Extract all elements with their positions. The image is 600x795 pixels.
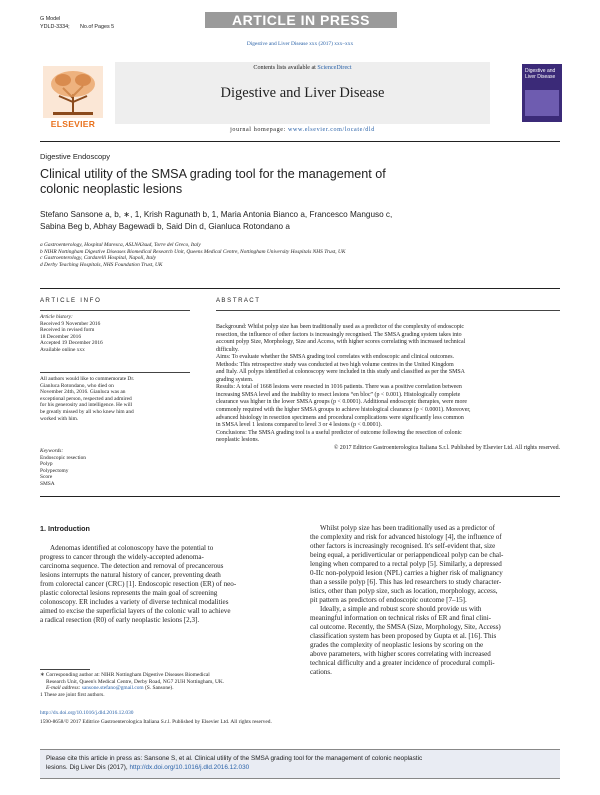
history-heading: Article history: [40, 314, 73, 320]
abstract-line: Conclusions: The SMSA grading tool is a useful predictor of outcome following the resection of colonic [216, 429, 462, 436]
citation-box [40, 749, 560, 779]
affiliation-c: c Gastroenterology, Cardarelli Hospital, Napoli, Italy [40, 255, 156, 262]
section-label: Digestive Endoscopy [40, 152, 111, 161]
abstract-line: increasing SMSA level and the inability to resect lesions “en bloc” (p < 0.001). Histologically complete [216, 391, 461, 398]
abstract-heading: A B S T R A C T [216, 297, 260, 304]
abstract-line: Methods: This retrospective study was conducted at two high volume centres in the United Kingdom [216, 361, 454, 368]
intro-right-column [310, 524, 560, 677]
masthead-rule [40, 141, 560, 142]
keyword: Polypectomy [40, 467, 69, 474]
abstract-line: neoplastic lesions. [216, 437, 260, 444]
masthead-panel [115, 62, 490, 124]
abstract-line: Aims: To evaluate whether the SMSA grading tool correlates with endoscopic and clinical outcomes. [216, 354, 454, 361]
journal-cover [522, 64, 562, 122]
article-title [40, 167, 386, 197]
homepage-prefix: journal homepage: [230, 127, 286, 133]
header-rule [40, 288, 560, 289]
email-link[interactable]: sansone.stefano@gmail.com [81, 685, 144, 692]
abstract-line: advanced histology in resection specimens and procedural complications were significantly less common [216, 414, 464, 421]
abstract-line: clearance was higher in the lower SMSA groups (p < 0.0001). Additional endoscopic therapies, were more [216, 399, 467, 406]
citation-text-2: lesions. Dig Liver Dis (2017), [46, 763, 128, 771]
abstract-line: Results: A total of 1668 lesions were resected in 1016 patients. There was a positive correlation between [216, 384, 462, 391]
intro-line: above parameters, with higher scores correlating with increased [310, 650, 491, 658]
keywords-heading: Keywords: [40, 448, 64, 454]
history-received: Received 9 November 2016 [40, 320, 101, 327]
intro-line: colonoscopy. ER includes a variety of diverse technical modalities [40, 598, 229, 606]
abstract-copyright: © 2017 Editrice Gastroenterologica Italiana S.r.l. Published by Elsevier Ltd. All rights reserved. [333, 444, 560, 451]
doi-block [40, 710, 560, 725]
authors [40, 209, 392, 233]
affiliation-a: a Gastroenterology, Hospital Maresca, ASLNA3sud, Torre del Greco, Italy [40, 242, 201, 248]
journal-reference[interactable]: Digestive and Liver Disease xxx (2017) xxx–xxx [246, 41, 354, 47]
intro-line: aimed to excise the superficial layers of the colonic wall to achieve [40, 607, 231, 615]
gmodel-label: G Model [40, 16, 61, 22]
affiliation-b: b NIHR Nottingham Digestive Diseases Biomedical Research Unit, Queens Medical Centre, Nottingham University Hospitals NHS Trust, UK [40, 248, 346, 255]
history-revised-label: Received in revised form [40, 327, 95, 334]
homepage-link[interactable]: www.elsevier.com/locate/dld [287, 127, 375, 133]
keyword: SMSA [40, 480, 55, 487]
article-history [40, 314, 190, 354]
affiliation-d: d Derby Teaching Hospitals, NHS Foundation Trust, UK [40, 261, 163, 268]
abstract-line: difficulty. [216, 346, 239, 353]
intro-line: than a sessile polyp [6]. This has led researchers to study character- [310, 578, 502, 586]
dedication-line: be greatly missed by all who knew him and [40, 408, 134, 415]
intro-line: istics, other than polyp size, such as location, morphology, access, [310, 587, 498, 595]
abstract-body [216, 324, 560, 452]
email-label: E-mail address: [46, 685, 81, 692]
dedication-line: for his generosity and intelligence. He will [40, 402, 133, 409]
abstract-line: Background: Whilst polyp size has been traditionally used as a predictor of the complexity of endoscopic [216, 324, 465, 330]
intro-line: the complexity and risk for advanced histology [4], the influence of [310, 533, 502, 541]
intro-line: 0-IIc non-polypoid lesion (NPL) carries a higher risk of malignancy [310, 569, 503, 577]
intro-line: pit pattern as predictors of endoscopic outcome [7–15]. [310, 596, 467, 604]
corresponding-address: Research Unit, Queen's Medical Centre, Derby Road, NG7 2UH Nottingham, UK. [46, 678, 225, 685]
intro-line: technical difficulty and a greater incidence of procedural compli- [310, 659, 495, 667]
corresponding-author: ∗ Corresponding author at: NIHR Nottingham Digestive Diseases Biomedical [40, 672, 210, 678]
abstract-line: grading system. [216, 376, 254, 383]
cover-title: Digestive and Liver Disease [525, 68, 556, 80]
affiliations [40, 242, 346, 268]
keyword: Endoscopic resection [40, 454, 86, 461]
history-accepted: Accepted 19 December 2016 [40, 340, 103, 347]
elsevier-tree-icon [43, 66, 103, 118]
cover-image [525, 90, 559, 116]
title-line-1: Clinical utility of the SMSA grading tool for the management of [40, 167, 386, 181]
abstract-rule [216, 310, 560, 311]
citation-text: Please cite this article in press as: Sansone S, et al. Clinical utility of the SMSA grading tool for the management of colonic neoplastic [46, 755, 423, 762]
intro-line: lesions interrupts the natural history of cancer, preventing death [40, 571, 221, 579]
intro-line: Whilst polyp size has been traditionally used as a predictor of [320, 524, 495, 532]
authors-line-2: Sabina Beg b, Abhay Bagewadi b, Said Din d, Gianluca Rotondano a [40, 222, 290, 231]
elsevier-logo [43, 66, 103, 129]
article-in-press-banner: ARTICLE IN PRESS [205, 12, 397, 28]
keyword: Polyp [40, 461, 53, 468]
intro-line: carcinoma sequence. The detection and removal of precancerous [40, 562, 224, 570]
intro-line: classification system has been proposed by Gupta et al. [16]. This [310, 632, 497, 640]
title-line-2: colonic neoplastic lesions [40, 182, 183, 196]
dedication-line: All authors would like to commemorate Dr. [40, 376, 135, 382]
dedication-line: worked with him. [40, 415, 79, 422]
intro-line: Adenomas identified at colonoscopy have the potential to [50, 544, 214, 552]
history-online: Available online xxx [40, 346, 85, 353]
intro-line: Ideally, a simple and robust score should provide us with [320, 605, 482, 613]
sciencedirect-link[interactable]: ScienceDirect [317, 65, 352, 71]
abstract-line: and Italy. All polyps identified at colonoscopy were included in this study and classified as per the SMSA [216, 369, 465, 376]
article-info-rule [40, 310, 190, 311]
abstract-line: resection, the influence of other factors is increasingly recognised. The SMSA grading system takes into [216, 331, 462, 338]
abstract-line: in SMSA level 1 lesions compared to level 3 or 4 lesions (p < 0.0001). [216, 422, 382, 429]
intro-left-column [40, 544, 288, 625]
intro-heading: 1. Introduction [40, 524, 90, 533]
citation-doi-link[interactable]: http://dx.doi.org/10.1016/j.dld.2016.12.030 [129, 763, 250, 771]
email-suffix: (S. Sansone). [144, 685, 174, 692]
dedication-line: November 24th, 2016. Gianluca was an [40, 389, 126, 396]
footnote-rule [40, 669, 90, 670]
intro-line: from colorectal cancer (CRC) [1]. Endoscopic resection (ER) of neo- [40, 580, 237, 588]
contents-prefix: Contents lists available at [253, 65, 316, 71]
footnotes [40, 672, 290, 698]
journal-title: Digestive and Liver Disease [220, 85, 385, 101]
abstract-line: account polyp Size, Morphology, Size and Access, with higher scores correlating with increased technical [216, 339, 466, 346]
intro-line: cal outcome. Recently, the SMSA (Size, Morphology, Site, Access) [310, 623, 501, 631]
authors-line-1: Stefano Sansone a, b, ∗, 1, Krish Ragunath b, 1, Maria Antonia Bianco a, Francesco Manguso c, [40, 210, 393, 219]
intro-line: a radical resection (R0) of early neoplastic lesions [2,3]. [40, 616, 200, 624]
intro-line: lenging when compared to a rectal polyp [5]. Similarly, a depressed [310, 560, 502, 568]
abstract-bottom-rule [40, 496, 560, 497]
intro-line: grades the complexity of neoplastic lesions by scoring on the [310, 641, 484, 649]
dedication-line: exceptional person, respected and admired [40, 395, 132, 402]
intro-line: meaningful information on technical risks of ER and final clini- [310, 614, 492, 622]
article-id: YDLD-3334; [40, 24, 70, 30]
dedication-line: Gianluca Rotondano, who died on [40, 382, 114, 389]
page-count: No.of Pages 5 [80, 24, 115, 30]
history-rule [40, 372, 190, 373]
publisher-name: ELSEVIER [50, 119, 96, 129]
masthead [40, 52, 560, 138]
intro-line: being equal, a peridiverticular or periappendiceal polyp can be chal- [310, 551, 504, 559]
issn-line: 1590-8658/© 2017 Editrice Gastroenterologica Italiana S.r.l. Published by Elsevier Ltd. All rights reserved. [40, 718, 272, 725]
intro-line: plastic colorectal lesions represents the main goal of screening [40, 589, 218, 597]
dedication [40, 376, 190, 422]
intro-line: progress to cancer through the widely-accepted adenoma- [40, 553, 204, 561]
keywords [40, 448, 190, 488]
history-revised-date: 18 December 2016 [40, 333, 82, 340]
intro-line: other factors is increasingly recognised. It's self-evident that, size [310, 542, 496, 550]
keyword: Score [40, 474, 53, 481]
joint-authors-note: 1 These are joint first authors. [40, 691, 105, 698]
doi-link[interactable]: http://dx.doi.org/10.1016/j.dld.2016.12.030 [40, 710, 134, 716]
article-info-heading: A R T I C L E I N F O [40, 297, 100, 304]
abstract-line: commonly required with the higher SMSA groups to achieve histological clearance (p < 0.0001). Moreover, [216, 407, 471, 414]
intro-line: cations. [310, 668, 332, 676]
